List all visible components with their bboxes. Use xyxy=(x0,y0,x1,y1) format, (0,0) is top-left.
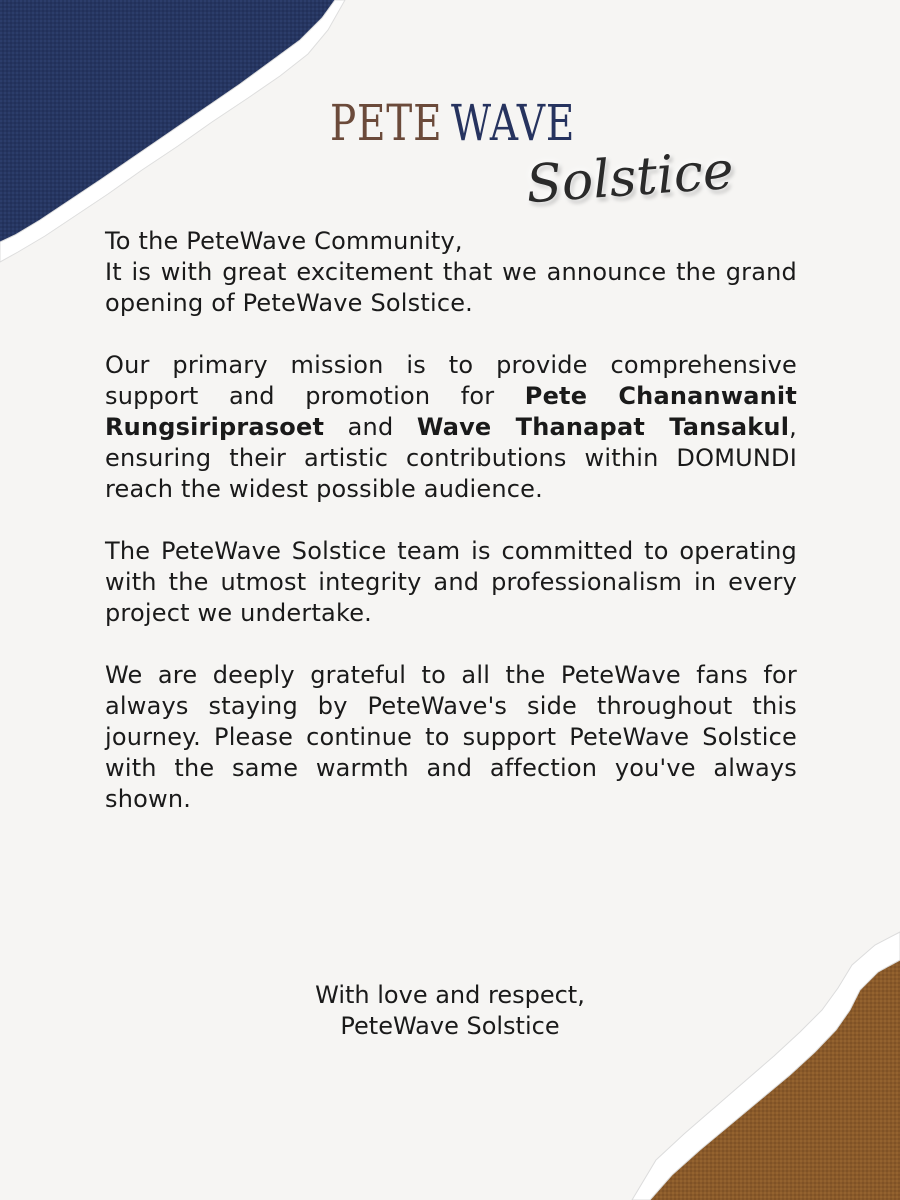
letter-closing xyxy=(250,980,650,1042)
gratitude-paragraph: We are deeply grateful to all the PeteWave fans for always staying by PeteWave's side throughout this journey. Please continue to support PeteWave Solstice with the same warmth and affection you've always shown. xyxy=(105,661,797,813)
petewave-solstice-logo xyxy=(330,88,736,218)
navy-corner-shape xyxy=(0,0,335,242)
greeting: To the PeteWave Community, xyxy=(105,227,463,255)
closing-signature: PeteWave Solstice xyxy=(340,1012,560,1040)
logo-pete-text: PETE xyxy=(330,94,443,152)
intro-text: It is with great excitement that we announce the grand opening of PeteWave Solstice. xyxy=(105,258,797,317)
logo-solstice-script: Solstice xyxy=(524,140,736,216)
logo-wave-text: WAVE xyxy=(451,94,576,152)
letter-body xyxy=(105,226,797,846)
opening-paragraph xyxy=(105,226,797,319)
mission-text-start: Our primary mission is to provide comprehensive support and promotion for xyxy=(105,351,797,410)
pete-full-name: Pete Chananwanit Rungsiriprasoet xyxy=(105,382,797,441)
commitment-paragraph: The PeteWave Solstice team is committed to operating with the utmost integrity and professionalism in every project we undertake. xyxy=(105,537,797,627)
mission-paragraph xyxy=(105,350,797,505)
closing-salutation: With love and respect, xyxy=(315,981,585,1009)
mission-text-end: , ensuring their artistic contributions within DOMUNDI reach the widest possible audience. xyxy=(105,413,797,503)
wave-full-name: Wave Thanapat Tansakul xyxy=(416,413,790,441)
mission-text-and: and xyxy=(324,413,417,441)
